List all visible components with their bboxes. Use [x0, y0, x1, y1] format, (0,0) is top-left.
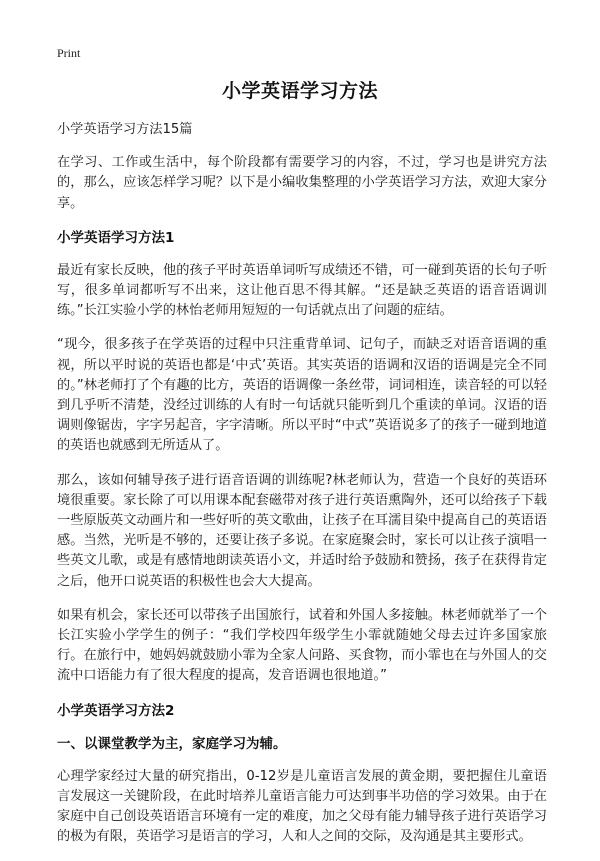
- section-1-paragraph: “现今，很多孩子在学英语的过程中只注重背单词、记句子，而缺乏对语音语调的重视，所以平时说的英语也都是‘中式’英语。其实英语的语调和汉语的语调是完全不同的。”林老师打了个有趣的比方，英语的语调像一条丝带，词词相连，读音轻的可以轻到几乎听不清楚，没经过训练的人有时一句话就只能听到几个重读的单词。汉语的语调则像锯齿，字字另起音，字字清晰。所以平时“中式”英语说多了的孩子一碰到地道的英语也就感到无所适从了。: [57, 337, 547, 454]
- document-body: [57, 120, 547, 861]
- section-1-paragraph: 那么，该如何辅导孩子进行语音语调的训练呢?林老师认为，营造一个良好的英语环境很重要。家长除了可以用课本配套磁带对孩子进行英语熏陶外，还可以给孩子下载一些原版英文动画片和一些好听的英文歌曲，让孩子在耳濡目染中提高自己的英语语感。当然，光听是不够的，还要让孩子多说。在家庭聚会时，家长可以让孩子演唱一些英文儿歌，或是有感情地朗读英语小文，并适时给予鼓励和赞扬，孩子在获得肯定之后，他开口说英语的积极性也会大大提高。: [57, 472, 547, 589]
- document-title: 小学英语学习方法: [221, 80, 378, 102]
- intro-paragraph: 在学习、工作或生活中，每个阶段都有需要学习的内容，不过，学习也是讲究方法的，那么，应该怎样学习呢？以下是小编收集整理的小学英语学习方法，欢迎大家分享。: [57, 155, 547, 211]
- section-2-heading: 小学英语学习方法2: [57, 702, 175, 719]
- document-subtitle: 小学英语学习方法15篇: [57, 122, 193, 137]
- section-2-subheading: 一、以课堂教学为主，家庭学习为辅。: [57, 735, 287, 752]
- section-1-paragraph: 最近有家长反映，他的孩子平时英语单词听写成绩还不错，可一碰到英语的长句子听写，很多单词都听写不出来，这让他百思不得其解。“还是缺乏英语的语音语调训练。”长江实验小学的林怡老师用短短的一句话就点出了问题的症结。: [57, 262, 547, 319]
- section-2-paragraph: 心理学家经过大量的研究指出，0-12岁是儿童语言发展的黄金期，要把握住儿童语言发展这一关键阶段，在此时培养儿童语言能力可达到事半功倍的学习效果。由于在家庭中自己创设英语语言环境有一定的难度，加之父母有能力辅导孩子进行英语学习的极为有限，英语学习是语言的学习，人和人之间的交际，及沟通是其主要形式。: [57, 768, 547, 845]
- print-link[interactable]: Print: [57, 46, 81, 60]
- section-1-paragraph: 如果有机会，家长还可以带孩子出国旅行，试着和外国人多接触。林老师就举了一个长江实验小学学生的例子：“我们学校四年级学生小霏就随她父母去过许多国家旅行。在旅行中，她妈妈就鼓励小霏为全家人问路、买食物，而小霏也在与外国人的交流中口语能力有了很大程度的提高，发音语调也很地道。”: [57, 607, 547, 684]
- section-1-heading: 小学英语学习方法1: [57, 229, 175, 246]
